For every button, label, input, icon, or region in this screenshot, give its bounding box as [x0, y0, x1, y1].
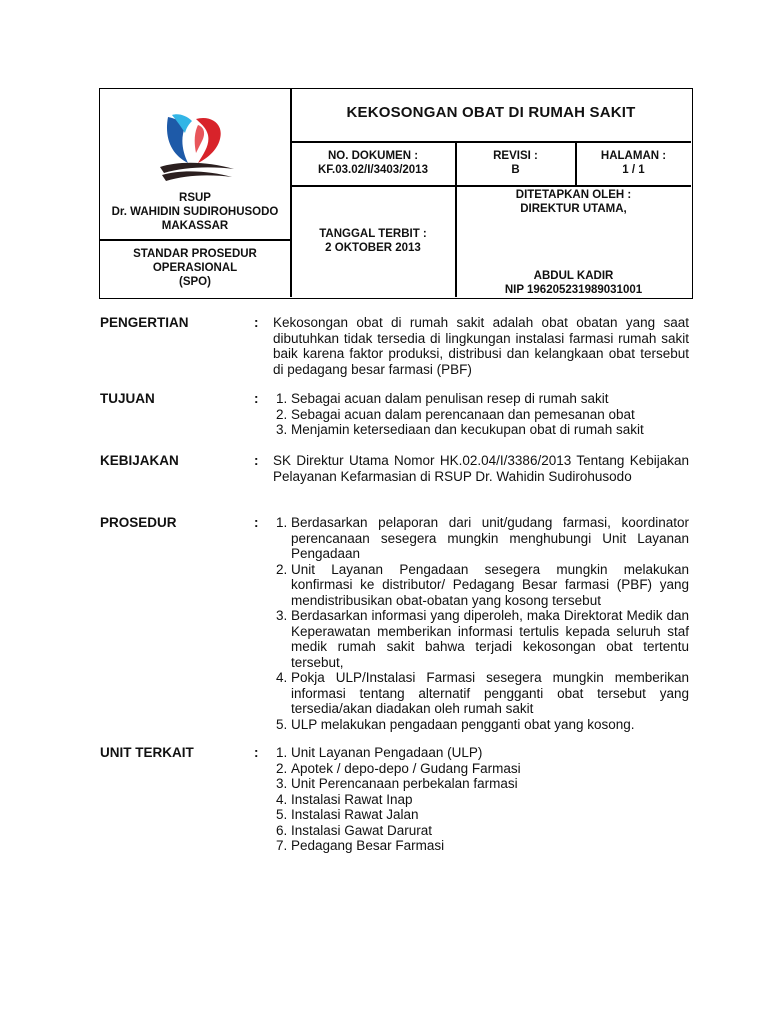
signer-name: ABDUL KADIR — [533, 270, 614, 282]
list-item: 5. ULP melakukan pengadaan pengganti obat yang kosong. — [291, 717, 689, 733]
signer — [456, 269, 691, 297]
institution-line: Dr. WAHIDIN SUDIROHUSODO — [111, 206, 279, 218]
halaman-label: HALAMAN : — [600, 150, 667, 162]
ditetapkan-value: DIREKTUR UTAMA, — [520, 203, 627, 215]
section-text: Kekosongan obat di rumah sakit adalah obat obatan yang saat dibutuhkan tidak tersedia di lingkungan instalasi farmasi rumah sakit baik karena faktor produksi, distribusi dan kelangkaan obat tersebut di pedagang besar farmasi (PBF) — [273, 315, 689, 377]
list-item: 1. Sebagai acuan dalam penulisan resep di rumah sakit — [291, 391, 689, 407]
revisi — [456, 149, 575, 177]
section-colon: : — [254, 315, 259, 330]
divider — [290, 141, 691, 143]
section-text: SK Direktur Utama Nomor HK.02.04/I/3386/2013 Tentang Kebijakan Pelayanan Kefarmasian di RSUP Dr. Wahidin Sudirohusodo — [273, 453, 689, 484]
institution-line: MAKASSAR — [161, 220, 229, 232]
hospital-logo-icon — [158, 111, 238, 185]
section-colon: : — [254, 745, 259, 760]
ditetapkan-label: DITETAPKAN OLEH : — [515, 189, 632, 201]
section-label: KEBIJAKAN — [100, 453, 179, 468]
list-item: 2. Sebagai acuan dalam perencanaan dan pemesanan obat — [291, 407, 689, 423]
signer-nip: NIP 196205231989031001 — [504, 284, 643, 296]
section-colon: : — [254, 453, 259, 468]
spo-line: STANDAR PROSEDUR — [133, 248, 257, 260]
revisi-value: B — [511, 164, 520, 176]
tanggal-label: TANGGAL TERBIT : — [319, 228, 427, 240]
ditetapkan-oleh — [456, 188, 691, 216]
divider — [100, 239, 290, 241]
list-item: 4. Pokja ULP/Instalasi Farmasi sesegera mungkin memberikan informasi tentang alternatif pengganti obat tersebut yang tersedia/akan diadakan oleh rumah sakit — [291, 670, 689, 717]
section-label: TUJUAN — [100, 391, 155, 406]
section-list — [273, 391, 689, 438]
tanggal-value: 2 OKTOBER 2013 — [325, 242, 421, 254]
document-header — [99, 88, 693, 299]
list-item: 3. Unit Perencanaan perbekalan farmasi — [291, 776, 689, 792]
list-item: 3. Berdasarkan informasi yang diperoleh, maka Direktorat Medik dan Keperawatan memberikan informasi tertulis kepada seluruh staf medik rumah sakit bahwa terjadi kekosongan obat tertentu tersebut, — [291, 608, 689, 670]
divider — [290, 185, 691, 187]
spo-line: OPERASIONAL — [152, 262, 238, 274]
institution-line: RSUP — [179, 192, 211, 204]
list-item: 4. Instalasi Rawat Inap — [291, 792, 689, 808]
list-item: 2. Apotek / depo-depo / Gudang Farmasi — [291, 761, 689, 777]
list-item: 1. Unit Layanan Pengadaan (ULP) — [291, 745, 689, 761]
page-title: KEKOSONGAN OBAT DI RUMAH SAKIT — [346, 104, 636, 121]
section-list — [273, 745, 689, 854]
no-dokumen-label: NO. DOKUMEN : — [327, 150, 419, 162]
section-label: UNIT TERKAIT — [100, 745, 194, 760]
list-item: 3. Menjamin ketersediaan dan kecukupan obat di rumah sakit — [291, 422, 689, 438]
halaman-value: 1 / 1 — [622, 164, 645, 176]
no-dokumen-value: KF.03.02/I/3403/2013 — [318, 164, 428, 176]
section-label: PROSEDUR — [100, 515, 177, 530]
section-list — [273, 515, 689, 732]
revisi-label: REVISI : — [493, 150, 538, 162]
halaman — [576, 149, 691, 177]
list-item: 2. Unit Layanan Pengadaan sesegera mungkin melakukan konfirmasi ke distributor/ Pedagang Besar farmasi (PBF) yang mendistribusikan obat-obatan yang kosong tersebut — [291, 562, 689, 609]
tanggal-terbit — [291, 227, 455, 255]
section-colon: : — [254, 391, 259, 406]
institution-name — [100, 191, 290, 233]
list-item: 6. Instalasi Gawat Darurat — [291, 823, 689, 839]
section-label: PENGERTIAN — [100, 315, 189, 330]
spo-label — [100, 247, 290, 289]
list-item: 5. Instalasi Rawat Jalan — [291, 807, 689, 823]
list-item: 7. Pedagang Besar Farmasi — [291, 838, 689, 854]
hospital-logo — [158, 111, 238, 185]
divider — [290, 89, 292, 297]
list-item: 1. Berdasarkan pelaporan dari unit/gudang farmasi, koordinator perencanaan sesegera mungkin menghubungi Unit Layanan Pengadaan — [291, 515, 689, 562]
spo-line: (SPO) — [179, 276, 211, 288]
section-colon: : — [254, 515, 259, 530]
no-dokumen — [291, 149, 455, 177]
